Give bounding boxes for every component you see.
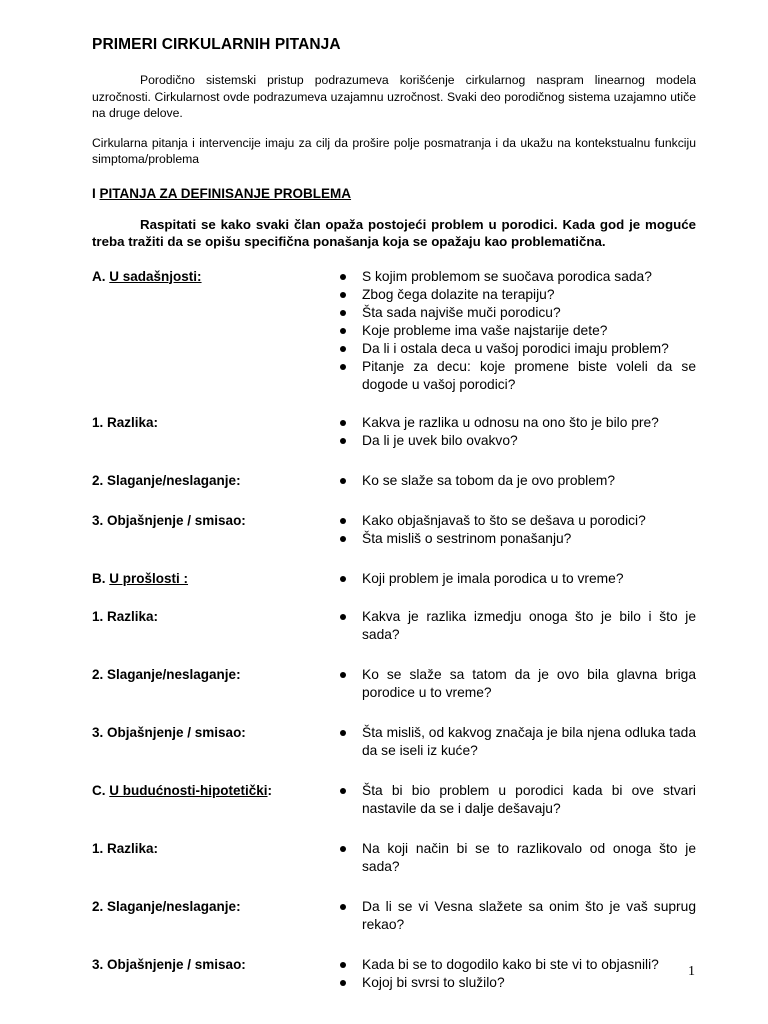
row-label-prefix: 3. Objašnjenje / smisao: <box>92 956 246 972</box>
row-label <box>92 782 336 800</box>
question-list <box>336 666 696 702</box>
question-row <box>92 956 696 992</box>
list-item <box>336 304 696 322</box>
question-list <box>336 782 696 818</box>
question-text: Kojoj bi svrsi to služilo? <box>362 974 505 990</box>
row-label-prefix: A. <box>92 268 110 284</box>
question-row <box>92 782 696 818</box>
list-item <box>336 974 696 992</box>
question-row <box>92 898 696 934</box>
row-label <box>92 608 336 626</box>
question-text: Šta misliš o sestrinom ponašanju? <box>362 530 572 546</box>
intro-paragraph-1: Porodično sistemski pristup podrazumeva korišćenje cirkularnog naspram linearnog modela uzročnosti. Cirkularnost ovde podrazumeva uzajamnu uzročnost. Svaki deo porodičnog sistema uzajamno utiče na druge delove. <box>92 73 696 120</box>
row-label <box>92 512 336 530</box>
intro-paragraph-2: Cirkularna pitanja i intervencije imaju za cilj da prošire polje posmatranja i da ukažu na kontekstualnu funkciju simptoma/problema <box>92 135 696 166</box>
list-item <box>336 570 696 588</box>
bullet-icon <box>340 328 346 334</box>
question-text: Šta misliš, od kakvog značaja je bila njena odluka tada da se iseli iz kuće? <box>362 724 696 758</box>
bullet-icon <box>340 846 346 852</box>
list-item <box>336 512 696 530</box>
row-label-prefix: 2. Slaganje/neslaganje: <box>92 472 241 488</box>
section-title: PITANJA ZA DEFINISANJE PROBLEMA <box>99 185 352 201</box>
question-row <box>92 472 696 490</box>
bullet-icon <box>340 478 346 484</box>
question-text: Ko se slaže sa tatom da je ovo bila glavna briga porodice u to vreme? <box>362 666 696 700</box>
question-text: Ko se slaže sa tobom da je ovo problem? <box>362 472 616 488</box>
row-label <box>92 724 336 742</box>
row-label <box>92 268 336 286</box>
question-list <box>336 414 696 450</box>
question-list <box>336 956 696 992</box>
list-item <box>336 358 696 394</box>
list-item <box>336 840 696 876</box>
row-label <box>92 570 336 588</box>
row-label-prefix: 2. Slaganje/neslaganje: <box>92 898 241 914</box>
row-label <box>92 956 336 974</box>
question-list <box>336 608 696 644</box>
question-row <box>92 608 696 644</box>
page-title: PRIMERI CIRKULARNIH PITANJA <box>92 36 341 53</box>
question-row <box>92 724 696 760</box>
question-text: Da li i ostala deca u vašoj porodici imaju problem? <box>362 340 669 356</box>
bullet-icon <box>340 518 346 524</box>
row-label-prefix: B. <box>92 570 110 586</box>
row-label-prefix: 3. Objašnjenje / smisao: <box>92 724 246 740</box>
list-item <box>336 340 696 358</box>
list-item <box>336 956 696 974</box>
bullet-icon <box>340 904 346 910</box>
list-item <box>336 608 696 644</box>
row-label-prefix: 3. Objašnjenje / smisao: <box>92 512 246 528</box>
row-label <box>92 898 336 916</box>
page-number: 1 <box>688 964 695 979</box>
row-label-prefix: C. <box>92 782 110 798</box>
question-text: Na koji način bi se to razlikovalo od onoga što je sada? <box>362 840 696 874</box>
section-heading <box>92 186 696 201</box>
bullet-icon <box>340 980 346 986</box>
question-list <box>336 512 696 548</box>
bullet-icon <box>340 364 346 370</box>
question-text: Zbog čega dolazite na terapiju? <box>362 286 555 302</box>
question-row <box>92 570 696 588</box>
question-row <box>92 512 696 548</box>
list-item <box>336 286 696 304</box>
bullet-icon <box>340 346 346 352</box>
list-item <box>336 268 696 286</box>
section-roman: I <box>92 185 100 201</box>
row-label-underlined: U budućnosti-hipotetički <box>109 782 268 798</box>
bullet-icon <box>340 274 346 280</box>
list-item <box>336 432 696 450</box>
list-item <box>336 530 696 548</box>
row-label-prefix: 2. Slaganje/neslaganje: <box>92 666 241 682</box>
question-text: Koje probleme ima vaše najstarije dete? <box>362 322 608 338</box>
list-item <box>336 666 696 702</box>
question-list <box>336 268 696 394</box>
question-list <box>336 898 696 934</box>
question-row <box>92 666 696 702</box>
bullet-icon <box>340 536 346 542</box>
question-text: Kakva je razlika izmedju onoga što je bilo i što je sada? <box>362 608 696 642</box>
question-row <box>92 268 696 394</box>
question-text: Koji problem je imala porodica u to vreme? <box>362 570 624 586</box>
question-text: Kada bi se to dogodilo kako bi ste vi to objasnili? <box>362 956 659 972</box>
bullet-icon <box>340 788 346 794</box>
instruction-paragraph: Raspitati se kako svaki član opaža postojeći problem u porodici. Kada god je moguće treba tražiti da se opišu specifična ponašanja koja se opažaju kao problematična. <box>92 216 696 249</box>
row-label-prefix: 1. Razlika: <box>92 414 159 430</box>
question-text: Da li je uvek bilo ovakvo? <box>362 432 518 448</box>
question-text: Kakva je razlika u odnosu na ono što je bilo pre? <box>362 414 659 430</box>
question-text: Šta sada najviše muči porodicu? <box>362 304 561 320</box>
bullet-icon <box>340 420 346 426</box>
list-item <box>336 782 696 818</box>
row-label <box>92 414 336 432</box>
list-item <box>336 322 696 340</box>
row-label <box>92 472 336 490</box>
bullet-icon <box>340 614 346 620</box>
question-list <box>336 570 696 588</box>
question-text: Šta bi bio problem u porodici kada bi ove stvari nastavile da se i dalje dešavaju? <box>362 782 696 816</box>
question-text: Pitanje za decu: koje promene biste voleli da se dogode u vašoj porodici? <box>362 358 696 392</box>
question-rows <box>92 268 696 992</box>
question-list <box>336 724 696 760</box>
list-item <box>336 414 696 432</box>
question-text: S kojim problemom se suočava porodica sada? <box>362 268 652 284</box>
question-row <box>92 414 696 450</box>
list-item <box>336 898 696 934</box>
row-label <box>92 666 336 684</box>
bullet-icon <box>340 438 346 444</box>
row-label-underlined: U sadašnjosti: <box>109 268 202 284</box>
list-item <box>336 472 696 490</box>
bullet-icon <box>340 730 346 736</box>
bullet-icon <box>340 962 346 968</box>
document-page <box>92 36 696 992</box>
row-label-underlined: U prošlosti : <box>109 570 189 586</box>
question-list <box>336 840 696 876</box>
row-label-suffix: : <box>267 782 273 798</box>
bullet-icon <box>340 672 346 678</box>
bullet-icon <box>340 576 346 582</box>
row-label-prefix: 1. Razlika: <box>92 608 159 624</box>
bullet-icon <box>340 310 346 316</box>
row-label-prefix: 1. Razlika: <box>92 840 159 856</box>
question-list <box>336 472 696 490</box>
row-label <box>92 840 336 858</box>
question-text: Da li se vi Vesna slažete sa onim što je vaš suprug rekao? <box>362 898 696 932</box>
question-text: Kako objašnjavaš to što se dešava u porodici? <box>362 512 646 528</box>
list-item <box>336 724 696 760</box>
bullet-icon <box>340 292 346 298</box>
question-row <box>92 840 696 876</box>
